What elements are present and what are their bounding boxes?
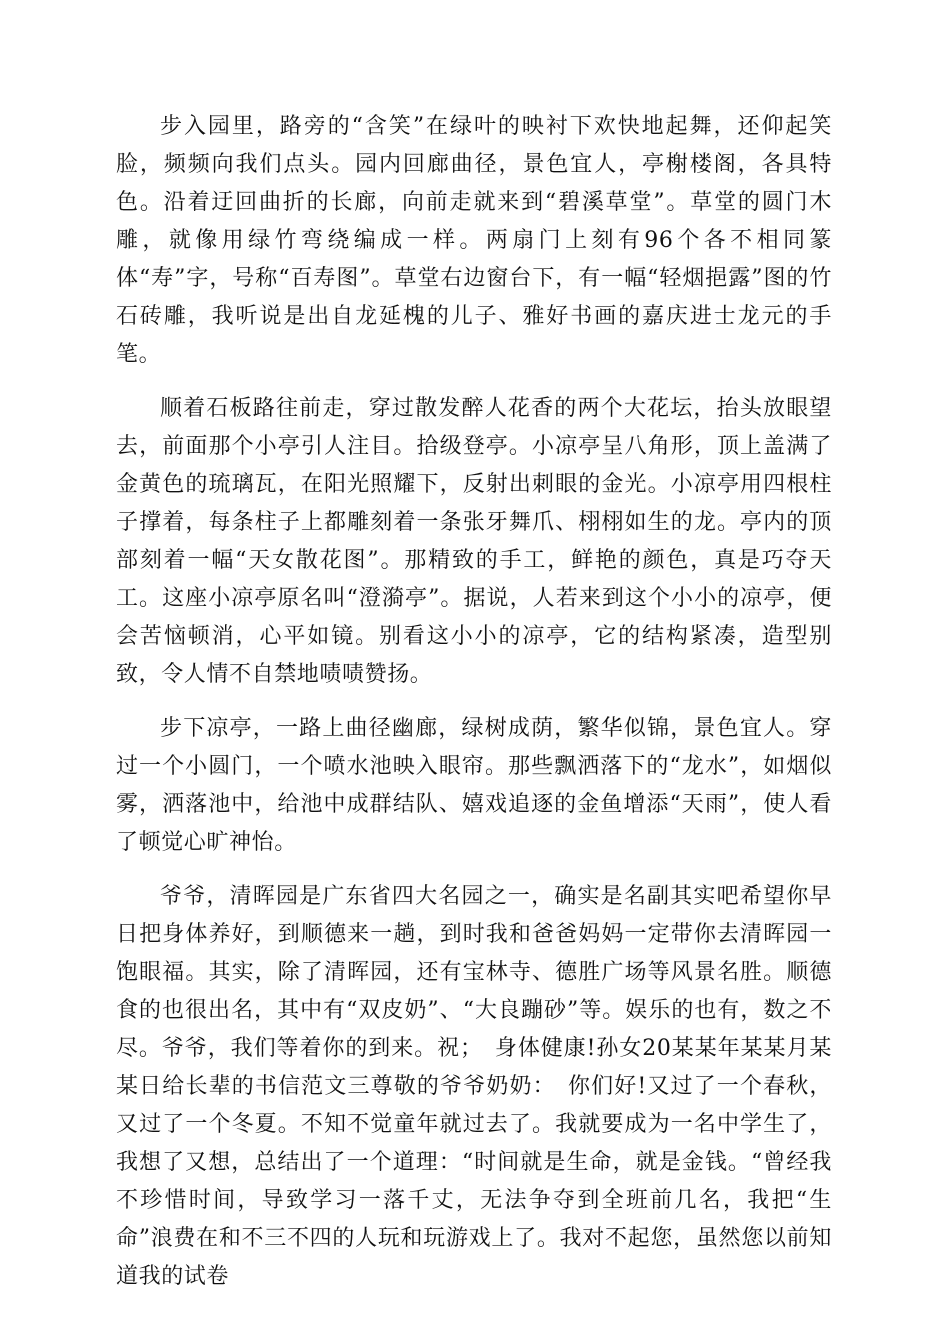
document-body (116, 108, 832, 1312)
paragraph-pavilion: 顺着石板路往前走，穿过散发醉人花香的两个大花坛，抬头放眼望去，前面那个小亭引人注目。拾级登亭。小凉亭呈八角形，顶上盖满了金黄色的琉璃瓦，在阳光照耀下，反射出刺眼的金光。小凉亭用四根柱子撑着，每条柱子上都雕刻着一条张牙舞爪、栩栩如生的龙。亭内的顶部刻着一幅“天女散花图”。那精致的手工，鲜艳的颜色，真是巧夺天工。这座小凉亭原名叫“澄漪亭”。据说，人若来到这个小小的凉亭，便会苦恼顿消，心平如镜。别看这小小的凉亭，它的结构紧凑，造型别致，令人情不自禁地啧啧赞扬。 (116, 396, 832, 687)
paragraph-letter: 爷爷，清晖园是广东省四大名园之一，确实是名副其实吧希望你早日把身体养好，到顺德来一趟，到时我和爸爸妈妈一定带你去清晖园一饱眼福。其实，除了清晖园，还有宝林寺、德胜广场等风景名胜。顺德食的也很出名，其中有“双皮奶”、“大良蹦砂”等。娱乐的也有，数之不尽。爷爷，我们等着你的到来。祝； 身体健康!孙女20某某年某某月某某日给长辈的书信范文三尊敬的爷爷奶奶： 你们好!又过了一个春秋，又过了一个冬夏。不知不觉童年就过去了。我就要成为一名中学生了，我想了又想，总结出了一个道理：“时间就是生命，就是金钱。“曾经我不珍惜时间，导致学习一落千丈，无法争夺到全班前几名，我把“生命”浪费在和不三不四的人玩和玩游戏上了。我对不起您，虽然您以前知道我的试卷 (116, 884, 832, 1289)
paragraph-garden-entrance: 步入园里，路旁的“含笑”在绿叶的映衬下欢快地起舞，还仰起笑脸，频频向我们点头。园内回廊曲径，景色宜人，亭榭楼阁，各具特色。沿着迂回曲折的长廊，向前走就来到“碧溪草堂”。草堂的圆门木雕，就像用绿竹弯绕编成一样。两扇门上刻有96个各不相同篆体“寿”字，号称“百寿图”。草堂右边窗台下，有一幅“轻烟挹露”图的竹石砖雕，我听说是出自龙延槐的儿子、雅好书画的嘉庆进士龙元的手笔。 (116, 114, 832, 367)
paragraph-fountain: 步下凉亭，一路上曲径幽廊，绿树成荫，繁华似锦，景色宜人。穿过一个小圆门，一个喷水池映入眼帘。那些飘洒落下的“龙水”，如烟似雾，洒落池中，给池中成群结队、嬉戏追逐的金鱼增添“天雨”，使人看了顿觉心旷神怡。 (116, 716, 832, 855)
